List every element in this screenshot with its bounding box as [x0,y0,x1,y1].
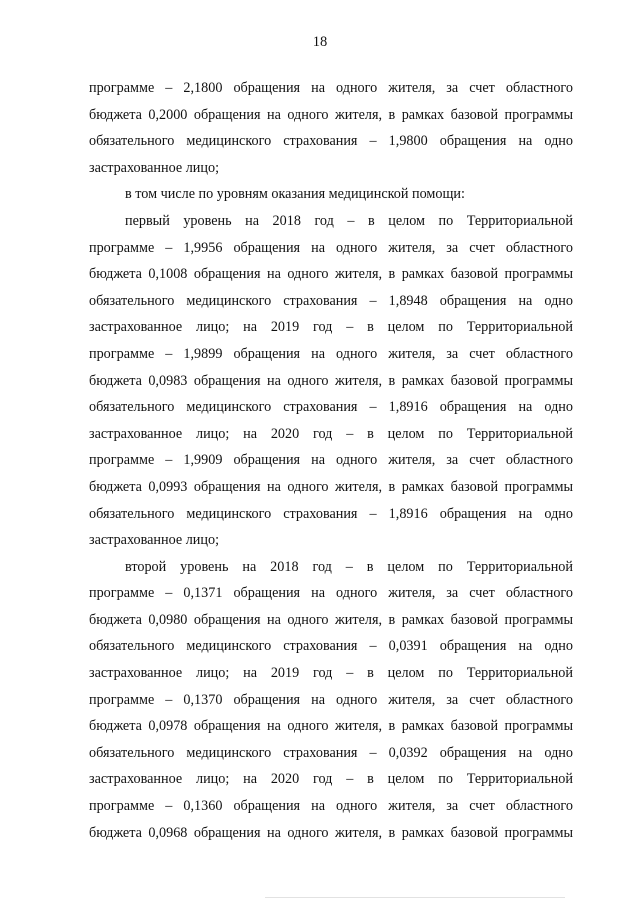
text-line: бюджета 0,2000 обращения на одного жителя, в рамках базовой программы [89,106,573,123]
paragraph-first-line: в том числе по уровням оказания медицинской помощи: [125,186,465,203]
text-line: застрахованное лицо; на 2019 год – в целом по Территориальной [89,319,573,336]
text-line: бюджета 0,0983 обращения на одного жителя, в рамках базовой программы [89,372,573,389]
text-line: застрахованное лицо; на 2020 год – в целом по Территориальной [89,425,573,442]
text-line: программе – 0,1370 обращения на одного жителя, за счет областного [89,691,573,708]
scan-edge-line [265,897,565,898]
text-line: обязательного медицинского страхования – 0,0392 обращения на одно [89,744,573,761]
text-line: бюджета 0,0980 обращения на одного жителя, в рамках базовой программы [89,611,573,628]
text-line: обязательного медицинского страхования – 1,8948 обращения на одно [89,292,573,309]
text-line: бюджета 0,0993 обращения на одного жителя, в рамках базовой программы [89,478,573,495]
text-line: обязательного медицинского страхования – 1,8916 обращения на одно [89,505,573,522]
text-line: бюджета 0,0968 обращения на одного жителя, в рамках базовой программы [89,824,573,841]
text-line: программе – 0,1371 обращения на одного жителя, за счет областного [89,585,573,602]
text-line: программе – 1,9956 обращения на одного жителя, за счет областного [89,239,573,256]
text-line: обязательного медицинского страхования – 1,9800 обращения на одно [89,133,573,150]
text-line: программе – 2,1800 обращения на одного жителя, за счет областного [89,80,573,96]
body-text [89,75,573,846]
text-line: обязательного медицинского страхования – 0,0391 обращения на одно [89,638,573,655]
page-number: 18 [312,34,328,50]
text-line: бюджета 0,0978 обращения на одного жителя, в рамках базовой программы [89,718,573,735]
text-line: обязательного медицинского страхования – 1,8916 обращения на одно [89,399,573,416]
text-line: программе – 1,9899 обращения на одного жителя, за счет областного [89,345,573,362]
text-line: программе – 1,9909 обращения на одного жителя, за счет областного [89,452,573,469]
text-line: бюджета 0,1008 обращения на одного жителя, в рамках базовой программы [89,266,573,283]
text-line: застрахованное лицо; на 2019 год – в целом по Территориальной [89,665,573,682]
paragraph-first-line: первый уровень на 2018 год – в целом по Территориальной [125,212,573,229]
text-line: застрахованное лицо; [89,532,220,549]
text-line: застрахованное лицо; [89,159,220,176]
text-line: программе – 0,1360 обращения на одного жителя, за счет областного [89,798,573,815]
text-line: застрахованное лицо; на 2020 год – в целом по Территориальной [89,771,573,788]
paragraph-first-line: второй уровень на 2018 год – в целом по Территориальной [125,558,573,575]
